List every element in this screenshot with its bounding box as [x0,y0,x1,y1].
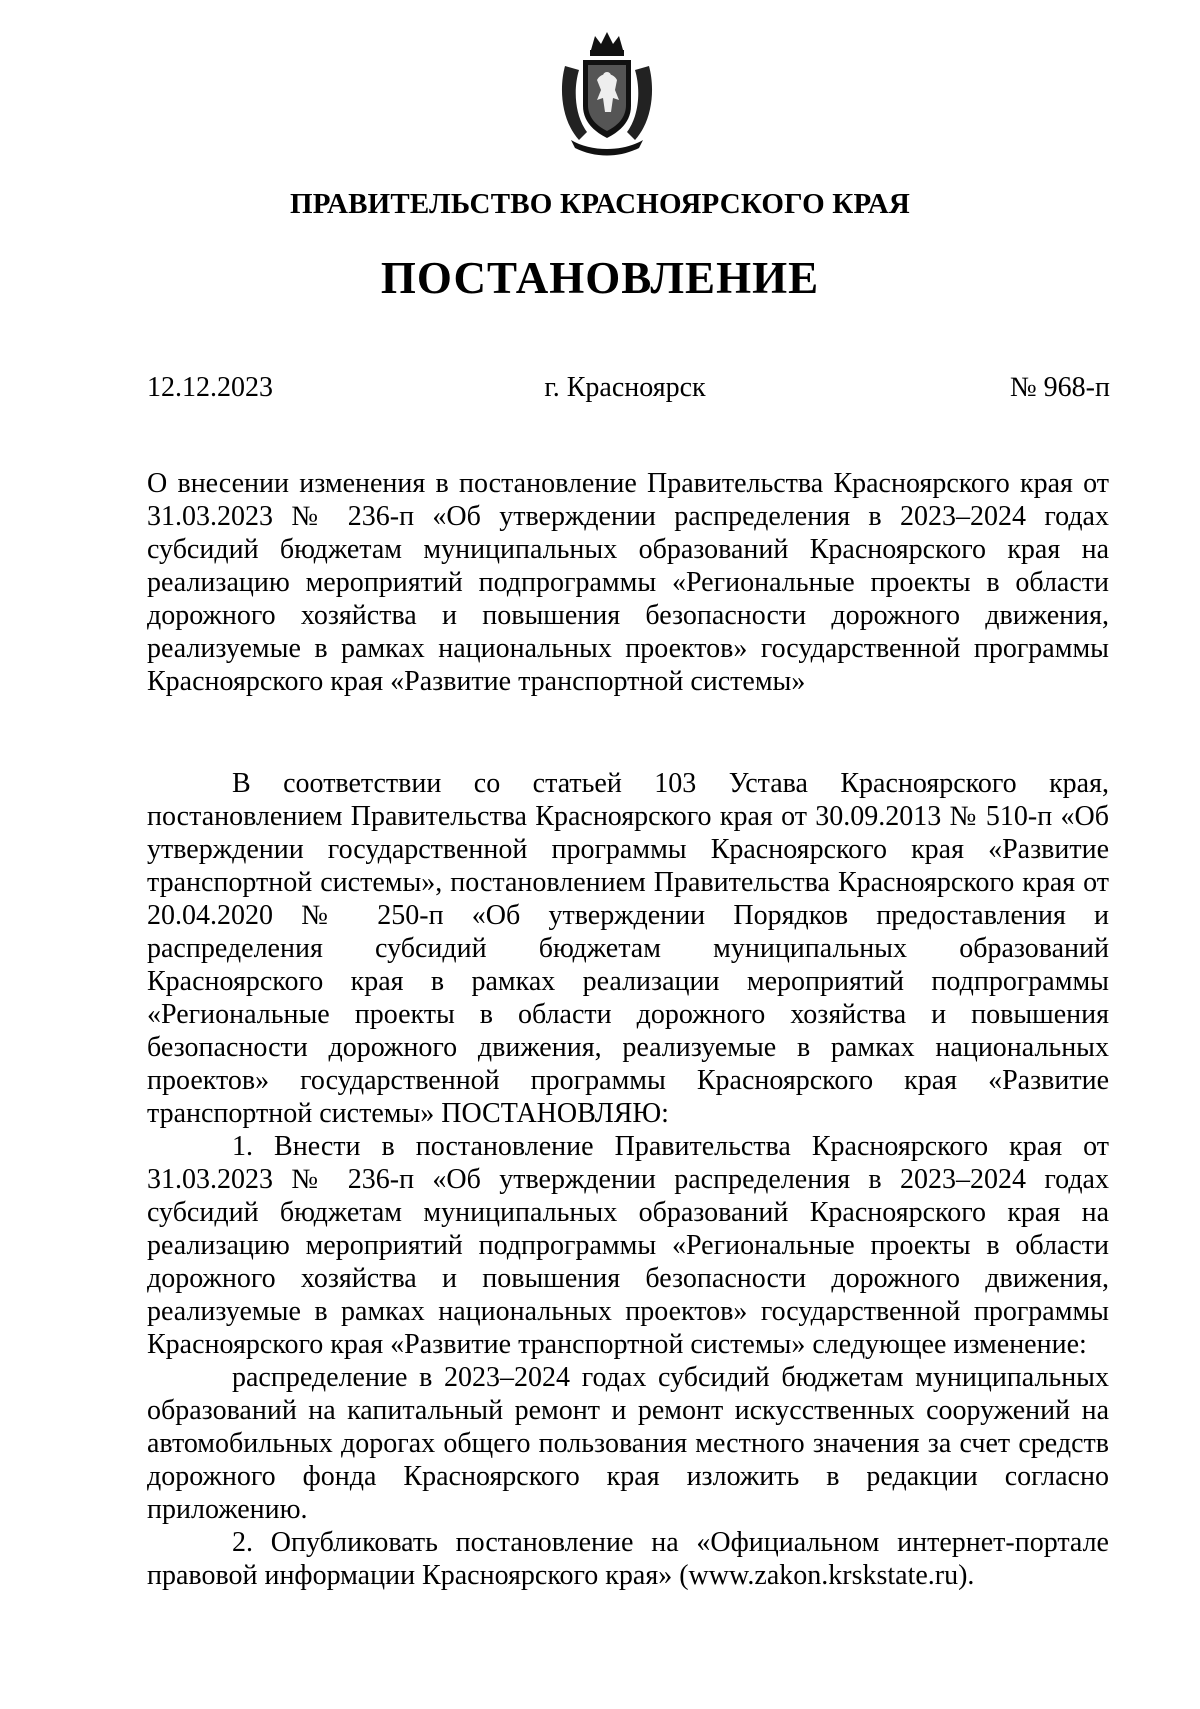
item-2-paragraph: 2. Опубликовать постановление на «Официальном интернет-портале правовой информации Красноярского края» (www.zakon.krskstate.ru). [147,1527,1109,1591]
document-subject [147,467,1109,698]
document-number: № 968-п [1009,372,1110,403]
item-1-paragraph: 1. Внести в постановление Правительства Красноярского края от 31.03.2023 № 236-п «Об утверждении распределения в 2023–2024 годах субсидий бюджетам муниципальных образований Красноярского края на реализацию мероприятий подпрограммы «Региональные проекты в области дорожного хозяйства и повышения безопасности дорожного движения, реализуемые в рамках национальных проектов» государственной программы Красноярского края «Развитие транспортной системы» следующее изменение: [147,1131,1109,1360]
item-1-sub-paragraph: распределение в 2023–2024 годах субсидий бюджетам муниципальных образований на капитальный ремонт и ремонт искусственных сооружений на автомобильных дорогах общего пользования местного значения за счет средств дорожного фонда Красноярского края изложить в редакции согласно приложению. [147,1362,1109,1525]
subject-text: О внесении изменения в постановление Правительства Красноярского края от 31.03.2023 № 236-п «Об утверждении распределения в 2023–2024 годах субсидий бюджетам муниципальных образований Красноярского края на реализацию мероприятий подпрограммы «Региональные проекты в области дорожного хозяйства и повышения безопасности дорожного движения, реализуемые в рамках национальных проектов» государственной программы Красноярского края «Развитие транспортной системы» [147,468,1109,697]
organization-title: ПРАВИТЕЛЬСТВО КРАСНОЯРСКОГО КРАЯ [289,188,911,220]
document-type: ПОСТАНОВЛЕНИЕ [380,253,820,303]
preamble-paragraph: В соответствии со статьей 103 Устава Красноярского края, постановлением Правительства Красноярского края от 30.09.2013 № 510-п «Об утверждении государственной программы Красноярского края «Развитие транспортной системы», постановлением Правительства Красноярского края от 20.04.2020 № 250-п «Об утверждении Порядков предоставления и распределения субсидий бюджетам муниципальных образований Красноярского края в рамках реализации мероприятий подпрограммы «Региональные проекты в области дорожного хозяйства и повышения безопасности дорожного движения, реализуемые в рамках национальных проектов» государственной программы Красноярского края «Развитие транспортной системы» ПОСТАНОВЛЯЮ: [147,768,1109,1129]
coat-of-arms-icon [557,28,657,156]
document-date: 12.12.2023 [147,372,273,403]
document-place: г. Красноярск [544,372,706,403]
document-body [147,767,1109,1592]
